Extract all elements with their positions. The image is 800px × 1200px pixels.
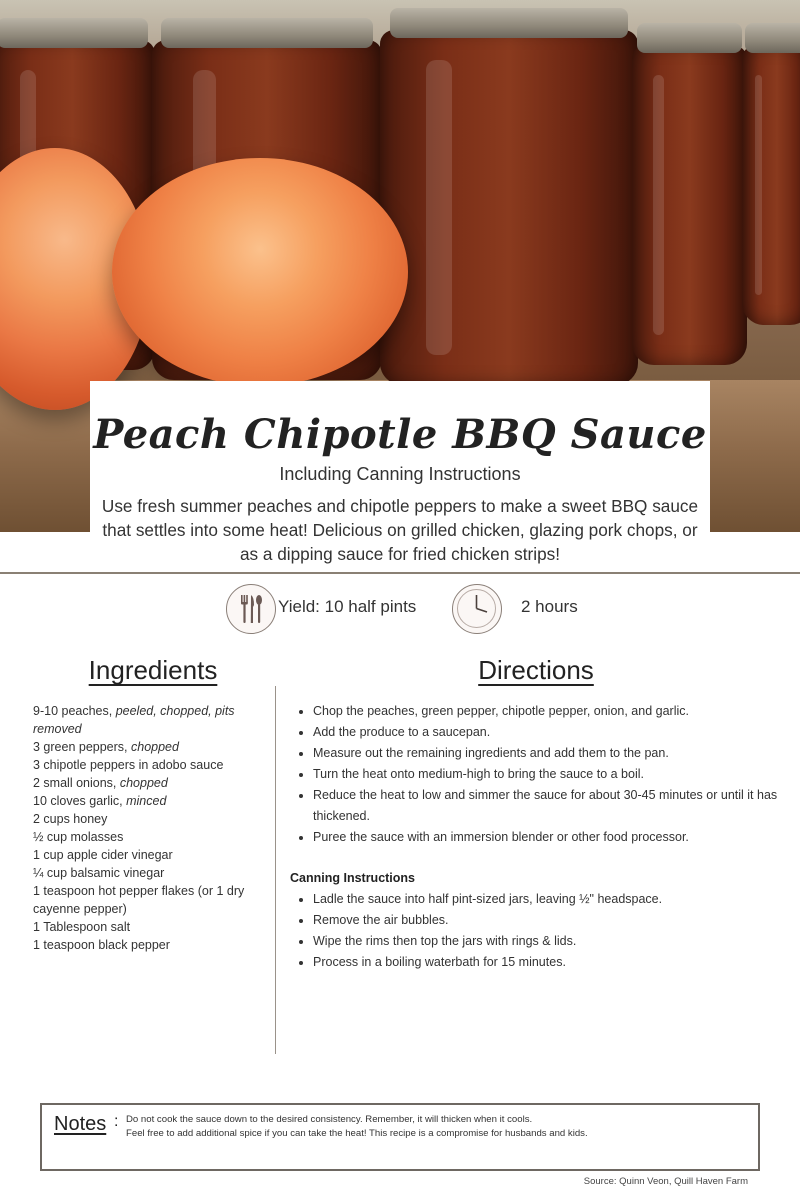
- ingredient-item: [33, 828, 268, 846]
- ingredient-item: [33, 936, 268, 954]
- fork-knife-spoon-icon: [226, 584, 276, 634]
- direction-step: • Measure out the remaining ingredients and add them to the pan.: [313, 743, 788, 764]
- source-credit: Source: Quinn Veon, Quill Haven Farm: [583, 1176, 748, 1187]
- canning-step: • Remove the air bubbles.: [313, 910, 788, 931]
- ingredient-item: [33, 882, 268, 918]
- recipe-title: Peach Chipotle BBQ Sauce: [93, 411, 707, 458]
- ingredient-note: minced: [126, 794, 167, 808]
- canning-step: • Wipe the rims then top the jars with rings & lids.: [313, 931, 788, 952]
- notes-label: Notes: [54, 1113, 107, 1135]
- ingredient-main: 1 teaspoon black pepper: [33, 938, 170, 952]
- ingredient-main: ¼ cup balsamic vinegar: [33, 866, 165, 880]
- clock-icon: [452, 584, 502, 634]
- sauce-jar: [380, 30, 638, 385]
- yield-text: Yield: 10 half pints: [278, 597, 417, 616]
- ingredient-main: 3 green peppers,: [33, 740, 131, 754]
- ingredient-note: chopped: [131, 740, 179, 754]
- ingredient-main: 2 cups honey: [33, 812, 108, 826]
- ingredient-main: 1 cup apple cider vinegar: [33, 848, 173, 862]
- ingredient-item: [33, 738, 268, 756]
- ingredients-list: [33, 702, 268, 954]
- canning-heading: Canning Instructions: [290, 871, 415, 885]
- section-divider: [0, 572, 800, 574]
- canning-step: • Ladle the sauce into half pint-sized jars, leaving ½" headspace.: [313, 889, 788, 910]
- direction-step: • Chop the peaches, green pepper, chipotle pepper, onion, and garlic.: [313, 701, 788, 722]
- ingredient-item: [33, 864, 268, 882]
- sauce-jar: [632, 45, 747, 365]
- directions-heading: Directions: [478, 655, 594, 685]
- sauce-jar: [742, 45, 800, 325]
- ingredient-main: 2 small onions,: [33, 776, 120, 790]
- notes-colon: :: [114, 1113, 119, 1130]
- ingredient-note: peeled, chopped, pits removed: [33, 704, 235, 736]
- direction-step: • Add the produce to a saucepan.: [313, 722, 788, 743]
- notes-text: [126, 1113, 588, 1141]
- ingredient-item: [33, 792, 268, 810]
- ingredient-item: [33, 846, 268, 864]
- recipe-subtitle: Including Canning Instructions: [279, 464, 521, 484]
- ingredients-heading: Ingredients: [88, 655, 218, 685]
- ingredient-main: 1 teaspoon hot pepper flakes (or 1 dry cayenne pepper): [33, 884, 245, 916]
- notes-box: [40, 1103, 760, 1171]
- note-line: Do not cook the sauce down to the desired consistency. Remember, it will thicken when it cools.: [126, 1114, 533, 1125]
- ingredient-item: [33, 756, 268, 774]
- peach: [112, 158, 408, 386]
- canning-list: [296, 889, 788, 973]
- ingredient-main: 9-10 peaches,: [33, 704, 116, 718]
- recipe-intro: Use fresh summer peaches and chipotle peppers to make a sweet BBQ sauce that settles into some heat! Delicious on grilled chicken, glazing pork chops, or as a dipping sauce for fried chicken strips!: [101, 496, 699, 564]
- ingredient-item: [33, 774, 268, 792]
- ingredient-main: 1 Tablespoon salt: [33, 920, 131, 934]
- direction-step: • Puree the sauce with an immersion blender or other food processor.: [313, 827, 788, 848]
- directions-list: [296, 701, 788, 848]
- ingredient-item: [33, 918, 268, 936]
- ingredient-item: [33, 702, 268, 738]
- note-line: Feel free to add additional spice if you can take the heat! This recipe is a compromise for husbands and kids.: [126, 1128, 588, 1139]
- ingredient-main: 10 cloves garlic,: [33, 794, 127, 808]
- ingredient-main: ½ cup molasses: [33, 830, 124, 844]
- ingredient-note: chopped: [119, 776, 168, 790]
- direction-step: • Reduce the heat to low and simmer the sauce for about 30-45 minutes or until it has thickened.: [313, 785, 788, 827]
- canning-step: • Process in a boiling waterbath for 15 minutes.: [313, 952, 788, 973]
- time-text: 2 hours: [521, 597, 578, 616]
- direction-step: • Turn the heat onto medium-high to bring the sauce to a boil.: [313, 764, 788, 785]
- ingredient-main: 3 chipotle peppers in adobo sauce: [33, 758, 224, 772]
- column-divider: [275, 686, 276, 1054]
- ingredient-item: [33, 810, 268, 828]
